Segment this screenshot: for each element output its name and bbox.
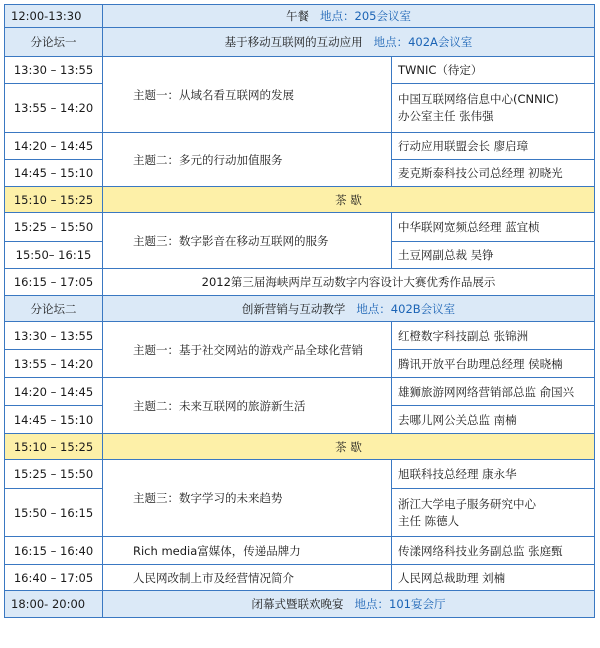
time-cell: 14:20 – 14:45 <box>5 133 103 160</box>
time-cell: 13:30 – 13:55 <box>5 322 103 350</box>
time-cell: 16:15 – 17:05 <box>5 269 103 296</box>
table-row <box>5 322 595 350</box>
time-cell: 18:00- 20:00 <box>5 591 103 618</box>
topic-cell: 主题一：从域名看互联网的发展 <box>103 57 392 133</box>
break-title: 茶 歇 <box>103 434 595 460</box>
speaker-cell: 红橙数字科技副总 张锦洲 <box>392 322 595 350</box>
forum2-header-row <box>5 296 595 322</box>
topic-cell: 主题二：未来互联网的旅游新生活 <box>103 378 392 434</box>
topic-cell: 主题三：数字学习的未来趋势 <box>103 460 392 537</box>
speaker-line: 浙江大学电子服务研究中心 <box>398 496 536 511</box>
lunch-location: 地点：205会议室 <box>320 9 411 23</box>
speaker-cell: 旭联科技总经理 康永华 <box>392 460 595 489</box>
speaker-cell <box>392 489 595 537</box>
time-cell: 15:25 – 15:50 <box>5 213 103 242</box>
time-cell: 15:10 – 15:25 <box>5 434 103 460</box>
speaker-cell: 去哪儿网公关总监 南楠 <box>392 406 595 434</box>
forum1-title: 基于移动互联网的互动应用 <box>224 35 363 49</box>
topic-cell: 主题三：数字影音在移动互联网的服务 <box>103 213 392 269</box>
forum2-label: 分论坛二 <box>5 296 103 322</box>
time-cell: 15:25 – 15:50 <box>5 460 103 489</box>
time-cell: 14:45 – 15:10 <box>5 406 103 434</box>
time-cell: 13:55 – 14:20 <box>5 350 103 378</box>
lunch-cell <box>103 5 595 28</box>
speaker-line: 中国互联网络信息中心(CNNIC) <box>398 92 559 106</box>
table-row <box>5 378 595 406</box>
lunch-row <box>5 5 595 28</box>
forum1-header-row <box>5 28 595 57</box>
speaker-cell: 腾讯开放平台助理总经理 侯晓楠 <box>392 350 595 378</box>
forum1-label: 分论坛一 <box>5 28 103 57</box>
time-cell: 14:20 – 14:45 <box>5 378 103 406</box>
speaker-cell: 麦克斯泰科技公司总经理 初晓光 <box>392 160 595 187</box>
break-row <box>5 187 595 213</box>
speaker-line: 主任 陈德人 <box>398 513 460 528</box>
topic-cell: 主题一：基于社交网站的游戏产品全球化营销 <box>103 322 392 378</box>
closing-cell <box>103 591 595 618</box>
topic-cell: Rich media富媒体，传递品牌力 <box>103 537 392 565</box>
time-cell: 13:55 – 14:20 <box>5 84 103 133</box>
speaker-cell: 行动应用联盟会长 廖启璋 <box>392 133 595 160</box>
time-cell: 13:30 – 13:55 <box>5 57 103 84</box>
time-cell: 15:10 – 15:25 <box>5 187 103 213</box>
speaker-line: 办公室主任 张伟强 <box>398 109 494 123</box>
forum2-title: 创新营销与互动教学 <box>241 301 346 316</box>
time-cell: 16:15 – 16:40 <box>5 537 103 565</box>
forum2-title-cell <box>103 296 595 322</box>
speaker-cell: 传漾网络科技业务副总监 张庭甄 <box>392 537 595 565</box>
time-cell: 15:50 – 16:15 <box>5 489 103 537</box>
schedule-table <box>4 4 595 618</box>
lunch-title: 午餐 <box>286 9 310 23</box>
table-row <box>5 537 595 565</box>
closing-row <box>5 591 595 618</box>
topic-cell: 人民网改制上市及经营情况简介 <box>103 565 392 591</box>
award-row <box>5 269 595 296</box>
speaker-cell: 中华联网宽频总经理 蓝宜桢 <box>392 213 595 242</box>
forum1-title-cell <box>103 28 595 57</box>
break-row <box>5 434 595 460</box>
table-row <box>5 133 595 160</box>
time-cell: 16:40 – 17:05 <box>5 565 103 591</box>
table-row <box>5 213 595 242</box>
speaker-cell: 人民网总裁助理 刘楠 <box>392 565 595 591</box>
time-cell: 12:00-13:30 <box>5 5 103 28</box>
forum2-location: 地点：402B会议室 <box>356 301 456 316</box>
speaker-cell: TWNIC（待定） <box>392 57 595 84</box>
topic-cell: 主题二：多元的行动加值服务 <box>103 133 392 187</box>
time-cell: 14:45 – 15:10 <box>5 160 103 187</box>
time-cell: 15:50– 16:15 <box>5 242 103 269</box>
closing-title: 闭幕式暨联欢晚宴 <box>251 597 344 611</box>
forum1-location: 地点：402A会议室 <box>373 35 473 49</box>
speaker-cell: 雄狮旅游网网络营销部总监 俞国兴 <box>392 378 595 406</box>
schedule <box>4 4 594 618</box>
table-row <box>5 460 595 489</box>
speaker-cell: 土豆网副总裁 吴铮 <box>392 242 595 269</box>
closing-location: 地点：101宴会厅 <box>354 597 446 611</box>
speaker-cell <box>392 84 595 133</box>
award-title: 2012第三届海峡两岸互动数字内容设计大赛优秀作品展示 <box>103 269 595 296</box>
table-row <box>5 565 595 591</box>
table-row <box>5 57 595 84</box>
break-title: 茶 歇 <box>103 187 595 213</box>
